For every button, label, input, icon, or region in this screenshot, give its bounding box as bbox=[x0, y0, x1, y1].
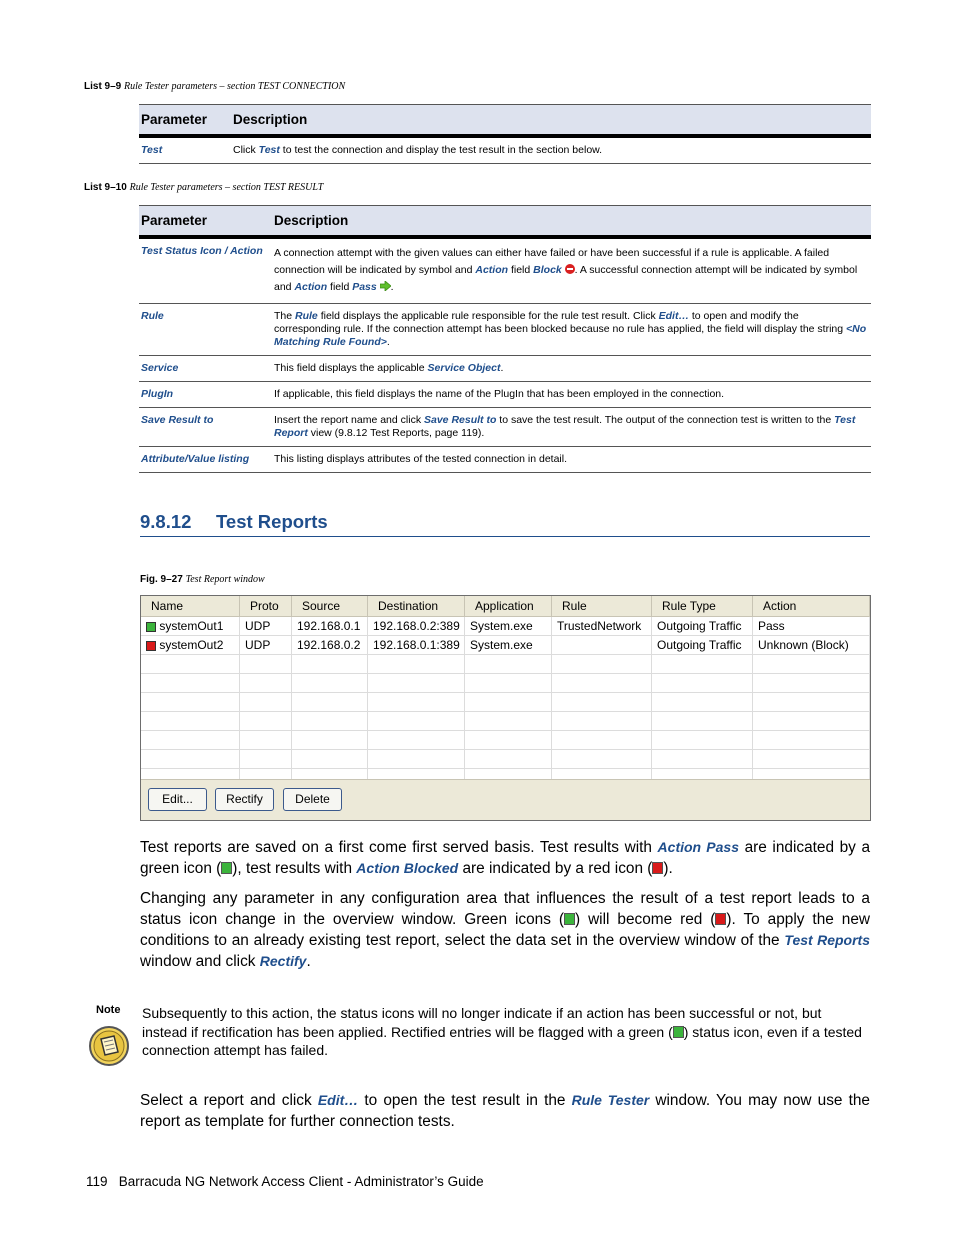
note-icon bbox=[88, 1025, 130, 1072]
table-row[interactable] bbox=[141, 617, 870, 636]
paragraph-select-report: Select a report and click Edit… to open the test result in the Rule Tester window. You may now use the report as template for further connection tests. bbox=[140, 1092, 870, 1130]
list-caption bbox=[84, 182, 323, 193]
figure-caption-text: Test Report window bbox=[185, 574, 265, 585]
list-caption-text: Rule Tester parameters – section TEST CONNECTION bbox=[124, 81, 346, 92]
list-number: List 9–9 bbox=[84, 81, 122, 92]
param-plugin: PlugIn bbox=[139, 382, 272, 408]
delete-button[interactable]: Delete bbox=[283, 788, 342, 811]
green-status-icon bbox=[673, 1026, 684, 1038]
figure-number: Fig. 9–27 bbox=[140, 574, 183, 585]
destination-cell: 192.168.0.1:389 bbox=[368, 636, 465, 655]
parameter-table-test-connection bbox=[139, 104, 871, 164]
description-cell: This listing displays attributes of the tested connection in detail. bbox=[272, 447, 871, 473]
block-icon bbox=[565, 264, 575, 274]
source-cell: 192.168.0.2 bbox=[292, 636, 368, 655]
table-row[interactable] bbox=[141, 636, 870, 655]
test-report-window bbox=[140, 595, 871, 821]
column-header-rule[interactable]: Rule bbox=[552, 596, 652, 617]
param-test: Test bbox=[139, 136, 231, 164]
note-text: Subsequently to this action, the status icons will no longer indicate if an action has been successful or not, but instead if rectification has been applied. Rectified entries will be flagged with a green ( ) status icon, even if a tested connection attempt has failed. bbox=[142, 1005, 862, 1058]
empty-row bbox=[141, 693, 870, 712]
page-number: 119 bbox=[86, 1174, 108, 1189]
table-row bbox=[139, 447, 871, 473]
list-caption-text: Rule Tester parameters – section TEST RESULT bbox=[129, 182, 324, 193]
param-service: Service bbox=[139, 356, 272, 382]
description-cell: A connection attempt with the given values can either have failed or have been successful if a rule is applicable. A failed connection will be indicated by symbol and Action field Block . A successful connection attempt will be indicated by symbol and Action field Pass . bbox=[272, 237, 871, 304]
table-row bbox=[139, 356, 871, 382]
description-cell: Click Test to test the connection and display the test result in the section below. bbox=[231, 136, 871, 164]
edit-button[interactable]: Edit... bbox=[148, 788, 207, 811]
param-attribute-value: Attribute/Value listing bbox=[139, 447, 272, 473]
section-title: Test Reports bbox=[216, 511, 328, 532]
column-header-application[interactable]: Application bbox=[465, 596, 552, 617]
red-status-icon bbox=[652, 862, 663, 874]
application-cell: System.exe bbox=[465, 636, 552, 655]
figure-caption bbox=[140, 574, 265, 585]
header-description: Description bbox=[231, 105, 871, 137]
list-number: List 9–10 bbox=[84, 182, 127, 193]
table-row bbox=[139, 408, 871, 447]
page-footer bbox=[86, 1174, 484, 1189]
param-save-result: Save Result to bbox=[139, 408, 272, 447]
name-cell: systemOut1 bbox=[141, 617, 240, 636]
button-bar bbox=[141, 779, 870, 820]
destination-cell: 192.168.0.2:389 bbox=[368, 617, 465, 636]
list-caption bbox=[84, 81, 345, 92]
empty-row bbox=[141, 712, 870, 731]
note-label: Note bbox=[96, 1004, 121, 1016]
report-list-header bbox=[141, 596, 870, 617]
description-cell: This field displays the applicable Service Object. bbox=[272, 356, 871, 382]
rectify-button[interactable]: Rectify bbox=[215, 788, 274, 811]
green-status-icon bbox=[564, 913, 575, 925]
proto-cell: UDP bbox=[240, 636, 292, 655]
source-cell: 192.168.0.1 bbox=[292, 617, 368, 636]
report-list bbox=[141, 596, 870, 788]
action-cell: Unknown (Block) bbox=[753, 636, 870, 655]
action-cell: Pass bbox=[753, 617, 870, 636]
status-green-icon bbox=[146, 622, 156, 632]
application-cell: System.exe bbox=[465, 617, 552, 636]
pass-arrow-icon bbox=[380, 280, 391, 297]
column-header-proto[interactable]: Proto bbox=[240, 596, 292, 617]
empty-row bbox=[141, 731, 870, 750]
section-underline bbox=[140, 536, 870, 537]
paragraph-changing-parameters: Changing any parameter in any configuration area that influences the result of a test report leads to a status icon change in the overview window. Green icons ( ) will become red ( ). To apply the new conditions to an already existing test report, select the data set in the overview window of the Test Reports window and click Rectify. bbox=[140, 890, 870, 970]
description-cell: The Rule field displays the applicable rule responsible for the rule test result. Click Edit… to open and modify the corresponding rule. If the connection attempt has been blocked because no rule has applied, the field will display the string <No Matching Rule Found>. bbox=[272, 304, 871, 356]
document-title: Barracuda NG Network Access Client - Administrator’s Guide bbox=[118, 1174, 484, 1189]
header-parameter: Parameter bbox=[139, 105, 231, 137]
green-status-icon bbox=[221, 862, 232, 874]
empty-row bbox=[141, 750, 870, 769]
description-cell: Insert the report name and click Save Result to to save the test result. The output of the connection test is written to the Test Report view (9.8.12 Test Reports, page 119). bbox=[272, 408, 871, 447]
column-header-source[interactable]: Source bbox=[292, 596, 368, 617]
empty-row bbox=[141, 674, 870, 693]
table-row bbox=[139, 237, 871, 304]
rule-cell bbox=[552, 636, 652, 655]
param-rule: Rule bbox=[139, 304, 272, 356]
header-description: Description bbox=[272, 206, 871, 238]
column-header-action[interactable]: Action bbox=[753, 596, 870, 617]
column-header-destination[interactable]: Destination bbox=[368, 596, 465, 617]
name-cell: systemOut2 bbox=[141, 636, 240, 655]
status-red-icon bbox=[146, 641, 156, 651]
table-row bbox=[139, 136, 871, 164]
column-header-rule-type[interactable]: Rule Type bbox=[652, 596, 753, 617]
table-row bbox=[139, 304, 871, 356]
description-cell: If applicable, this field displays the name of the PlugIn that has been employed in the connection. bbox=[272, 382, 871, 408]
section-number: 9.8.12 bbox=[140, 511, 192, 532]
header-parameter: Parameter bbox=[139, 206, 272, 238]
param-test-status-icon: Test Status Icon / Action bbox=[139, 237, 272, 304]
red-status-icon bbox=[715, 913, 726, 925]
parameter-table-test-result bbox=[139, 205, 871, 473]
rule-cell: TrustedNetwork bbox=[552, 617, 652, 636]
empty-row bbox=[141, 655, 870, 674]
rule-type-cell: Outgoing Traffic bbox=[652, 617, 753, 636]
proto-cell: UDP bbox=[240, 617, 292, 636]
column-header-name[interactable]: Name bbox=[141, 596, 240, 617]
table-row bbox=[139, 382, 871, 408]
rule-type-cell: Outgoing Traffic bbox=[652, 636, 753, 655]
paragraph-test-reports: Test reports are saved on a first come first served basis. Test results with Action Pass are indicated by a green icon ( ), test results with Action Blocked are indicated by a red icon ( ). bbox=[140, 839, 870, 877]
